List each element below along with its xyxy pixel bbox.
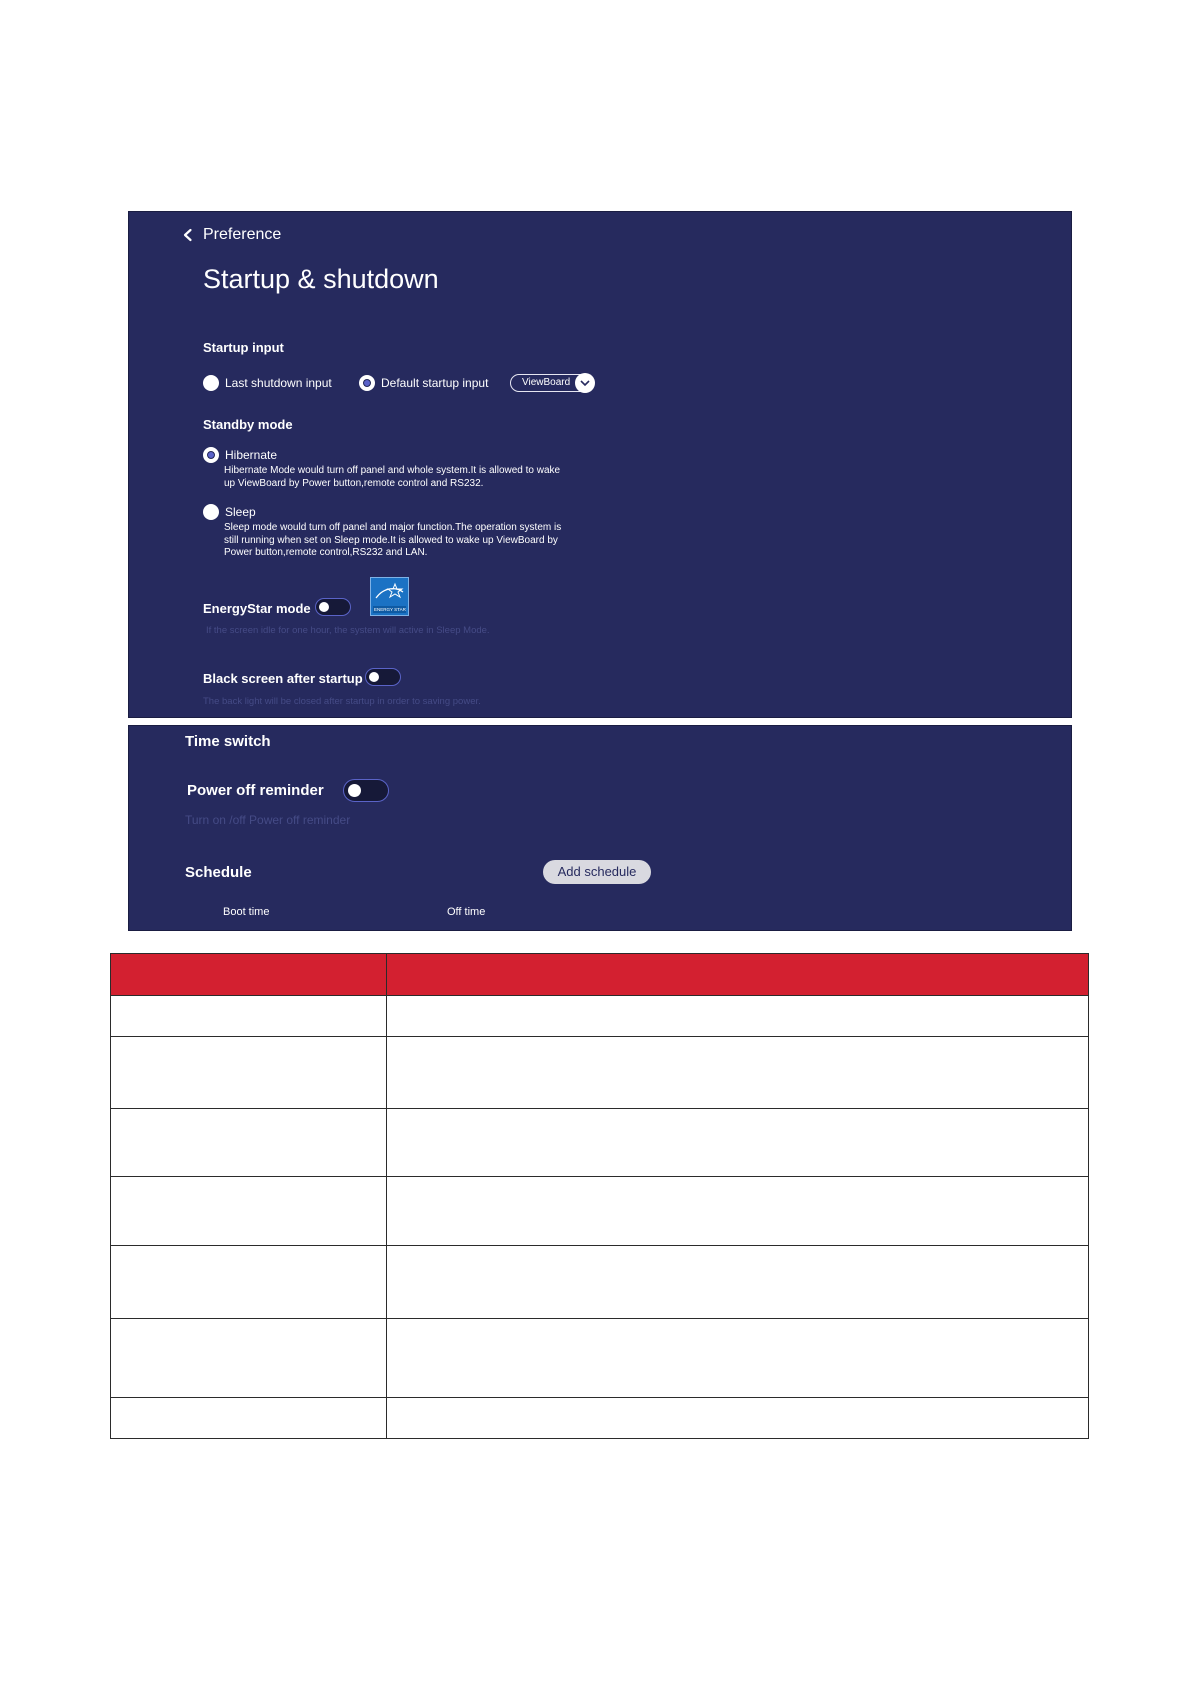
hibernate-description: Hibernate Mode would turn off panel and whole system.It is allowed to wake up ViewBoard by Power button,remote control and RS232. (224, 465, 561, 489)
radio-last-shutdown-input[interactable] (203, 375, 332, 391)
table-row (111, 1037, 1089, 1109)
table-header-cell (387, 954, 1089, 996)
table-row (111, 1246, 1089, 1319)
startup-input-heading: Startup input (203, 340, 284, 355)
energy-star-logo-text: ENERGY STAR (374, 607, 406, 612)
table-row (111, 996, 1089, 1037)
power-off-reminder-hint: Turn on /off Power off reminder (185, 813, 351, 827)
table-header-row (111, 954, 1089, 996)
radio-label: Hibernate (225, 448, 278, 462)
table-header-cell (111, 954, 387, 996)
radio-label: Sleep (225, 505, 256, 519)
table-cell (387, 996, 1089, 1037)
select-value: ViewBoard (522, 377, 571, 388)
radio-label: Default startup input (381, 376, 489, 390)
table-cell (387, 1246, 1089, 1319)
radio-hibernate[interactable] (203, 447, 277, 463)
energystar-toggle[interactable] (315, 598, 351, 616)
radio-button[interactable] (203, 375, 219, 391)
radio-button-selected[interactable] (203, 447, 219, 463)
table-cell (111, 996, 387, 1037)
table-cell (111, 1177, 387, 1246)
radio-label: Last shutdown input (225, 376, 332, 390)
toggle-knob (348, 784, 361, 797)
table-cell (111, 1319, 387, 1398)
radio-button-selected[interactable] (359, 375, 375, 391)
black-screen-label: Black screen after startup (203, 671, 363, 686)
black-screen-toggle[interactable] (365, 668, 401, 686)
radio-button[interactable] (203, 504, 219, 520)
energystar-hint: If the screen idle for one hour, the system will active in Sleep Mode. (206, 625, 490, 636)
table-row (111, 1109, 1089, 1177)
page-title: Startup & shutdown (203, 264, 439, 294)
sleep-description: Sleep mode would turn off panel and major function.The operation system is still running when set on Sleep mode.It is allowed to wake up ViewBoard by Power button,remote control,RS232 and LAN. (224, 522, 562, 558)
schedule-heading: Schedule (185, 864, 252, 881)
table-cell (111, 1037, 387, 1109)
startup-shutdown-panel (128, 211, 1072, 718)
table-cell (111, 1109, 387, 1177)
power-off-reminder-toggle[interactable] (343, 779, 389, 802)
add-schedule-button[interactable]: Add schedule (543, 860, 651, 884)
radio-sleep[interactable] (203, 504, 256, 520)
chevron-left-icon (181, 228, 195, 242)
table-row (111, 1398, 1089, 1439)
black-screen-hint: The back light will be closed after startup in order to saving power. (203, 696, 481, 707)
column-boot-time: Boot time (223, 906, 270, 918)
radio-default-startup-input[interactable] (359, 375, 488, 391)
settings-table (110, 953, 1089, 1439)
table-cell (111, 1246, 387, 1319)
table-row (111, 1319, 1089, 1398)
time-switch-panel (128, 725, 1072, 931)
time-switch-heading: Time switch (185, 733, 271, 750)
toggle-knob (319, 602, 329, 612)
power-off-reminder-label: Power off reminder (187, 782, 324, 799)
energystar-label: EnergyStar mode (203, 601, 311, 616)
chevron-down-icon (575, 373, 595, 393)
toggle-knob (369, 672, 379, 682)
standby-mode-heading: Standby mode (203, 417, 293, 432)
table-cell (387, 1037, 1089, 1109)
column-off-time: Off time (447, 906, 486, 918)
table-cell (387, 1398, 1089, 1439)
back-label: Preference (203, 226, 282, 243)
startup-source-select[interactable] (510, 374, 594, 392)
energy-star-logo (370, 577, 409, 616)
table-cell (111, 1398, 387, 1439)
table-cell (387, 1319, 1089, 1398)
back-button[interactable] (181, 226, 281, 244)
table-cell (387, 1109, 1089, 1177)
table-cell (387, 1177, 1089, 1246)
table-row (111, 1177, 1089, 1246)
